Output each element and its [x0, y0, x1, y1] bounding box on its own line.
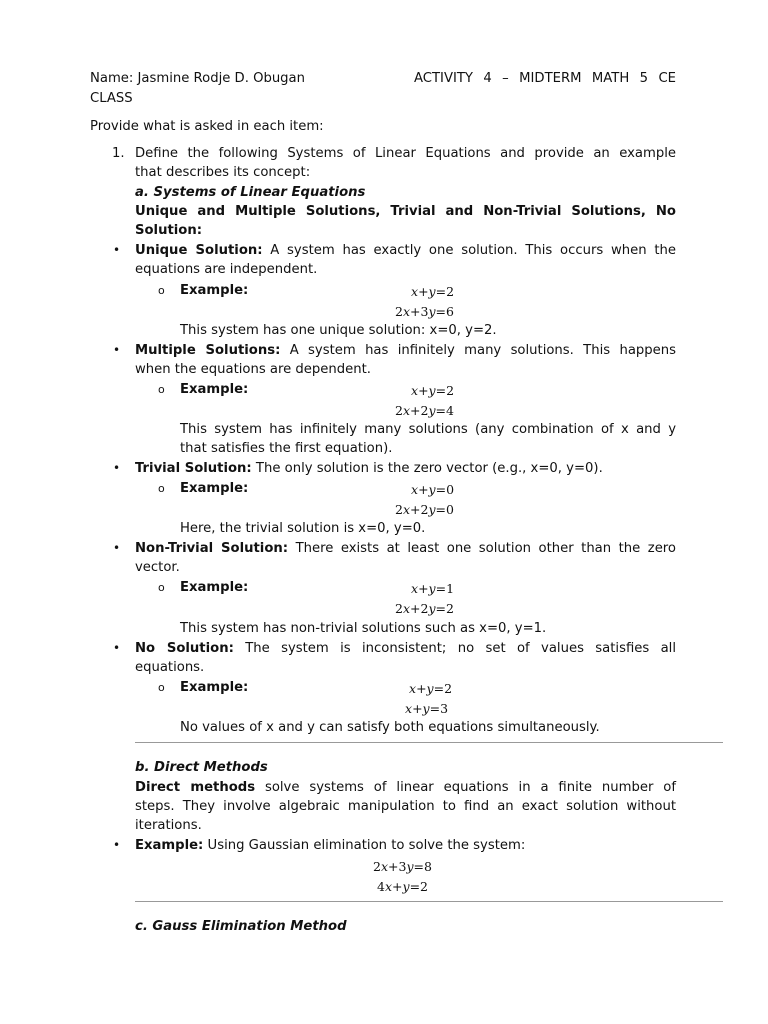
example-note: This system has one unique solution: x=0, y=2. [180, 323, 497, 338]
direct-methods-example [135, 836, 525, 855]
instruction-text: Provide what is asked in each item: [90, 119, 324, 134]
direct-methods-definition [135, 778, 676, 797]
equation: x+y=2 [409, 681, 453, 696]
class-label: CLASS [90, 91, 133, 106]
definition-text: solve systems of linear equations in a finite number of [264, 780, 676, 795]
equation: x+y=3 [405, 701, 449, 716]
section-c-title: c. Gauss Elimination Method [135, 919, 347, 934]
sub-bullet-icon: o [158, 482, 165, 495]
definition-text: There exists at least one solution other than the zero [295, 541, 677, 556]
unique-definition [135, 241, 676, 260]
example-note: This system has non-trivial solutions such as x=0, y=1. [180, 621, 547, 636]
unique-definition-cont: equations are independent. [135, 262, 318, 277]
definition-text: The only solution is the zero vector (e.g., x=0, y=0). [255, 461, 603, 476]
example-label: Example: [180, 382, 249, 397]
equation: 2x+2y=4 [395, 403, 454, 418]
term: Non-Trivial Solution: [135, 541, 289, 556]
example-label: Example: [180, 680, 249, 695]
equation: x+y=2 [411, 284, 455, 299]
equation: x+y=2 [411, 383, 455, 398]
direct-methods-definition-cont: steps. They involve algebraic manipulation to find an exact solution without [135, 799, 676, 814]
bullet-icon: • [113, 461, 121, 475]
nontrivial-definition [135, 539, 676, 558]
section-a-title: a. Systems of Linear Equations [135, 185, 366, 200]
bullet-icon: • [113, 343, 121, 357]
equation: 2x+2y=2 [395, 601, 454, 616]
equation: 2x+3y=8 [373, 859, 432, 874]
trivial-definition [135, 459, 603, 478]
definition-text: A system has infinitely many solutions. This happens [289, 343, 676, 358]
bullet-icon: • [113, 641, 121, 655]
item-text-line: Define the following Systems of Linear Equations and provide an example [135, 146, 676, 161]
equation: 2x+2y=0 [395, 502, 454, 517]
equation: x+y=0 [411, 482, 455, 497]
example-note: that satisfies the first equation). [180, 441, 393, 456]
student-name: Name: Jasmine Rodje D. Obugan [90, 71, 305, 86]
example-note: This system has infinitely many solutions (any combination of x and y [180, 422, 676, 437]
item-text-line: that describes its concept: [135, 165, 311, 180]
item-number: 1. [112, 146, 125, 161]
section-divider [135, 901, 723, 902]
sub-bullet-icon: o [158, 681, 165, 694]
term: Unique Solution: [135, 243, 263, 258]
example-note: No values of x and y can satisfy both equations simultaneously. [180, 720, 600, 735]
bullet-icon: • [113, 838, 121, 852]
nontrivial-definition-cont: vector. [135, 560, 180, 575]
section-a-subtitle: Solution: [135, 223, 203, 238]
term: Multiple Solutions: [135, 343, 281, 358]
term: No Solution: [135, 641, 234, 656]
example-note: Here, the trivial solution is x=0, y=0. [180, 521, 426, 536]
term: Trivial Solution: [135, 461, 252, 476]
multiple-definition-cont: when the equations are dependent. [135, 362, 371, 377]
example-text: Using Gaussian elimination to solve the system: [207, 838, 526, 853]
equation: 4x+y=2 [377, 879, 428, 894]
equation: x+y=1 [411, 581, 455, 596]
equation: 2x+3y=6 [395, 304, 454, 319]
definition-text: The system is inconsistent; no set of values satisfies all [245, 641, 676, 656]
definition-text: A system has exactly one solution. This occurs when the [270, 243, 676, 258]
direct-methods-definition-cont: iterations. [135, 818, 202, 833]
example-label: Example: [180, 283, 249, 298]
bullet-icon: • [113, 541, 121, 555]
section-b-title: b. Direct Methods [135, 760, 268, 775]
sub-bullet-icon: o [158, 581, 165, 594]
section-a-subtitle: Unique and Multiple Solutions, Trivial and Non-Trivial Solutions, No [135, 204, 676, 219]
sub-bullet-icon: o [158, 383, 165, 396]
sub-bullet-icon: o [158, 284, 165, 297]
bullet-icon: • [113, 243, 121, 257]
term: Direct methods [135, 780, 256, 795]
example-label: Example: [180, 481, 249, 496]
nosolution-definition-cont: equations. [135, 660, 205, 675]
example-label: Example: [180, 580, 249, 595]
nosolution-definition [135, 639, 676, 658]
multiple-definition [135, 341, 676, 360]
section-divider [135, 742, 723, 743]
activity-title: ACTIVITY 4 – MIDTERM MATH 5 CE [414, 71, 676, 86]
term: Example: [135, 838, 204, 853]
